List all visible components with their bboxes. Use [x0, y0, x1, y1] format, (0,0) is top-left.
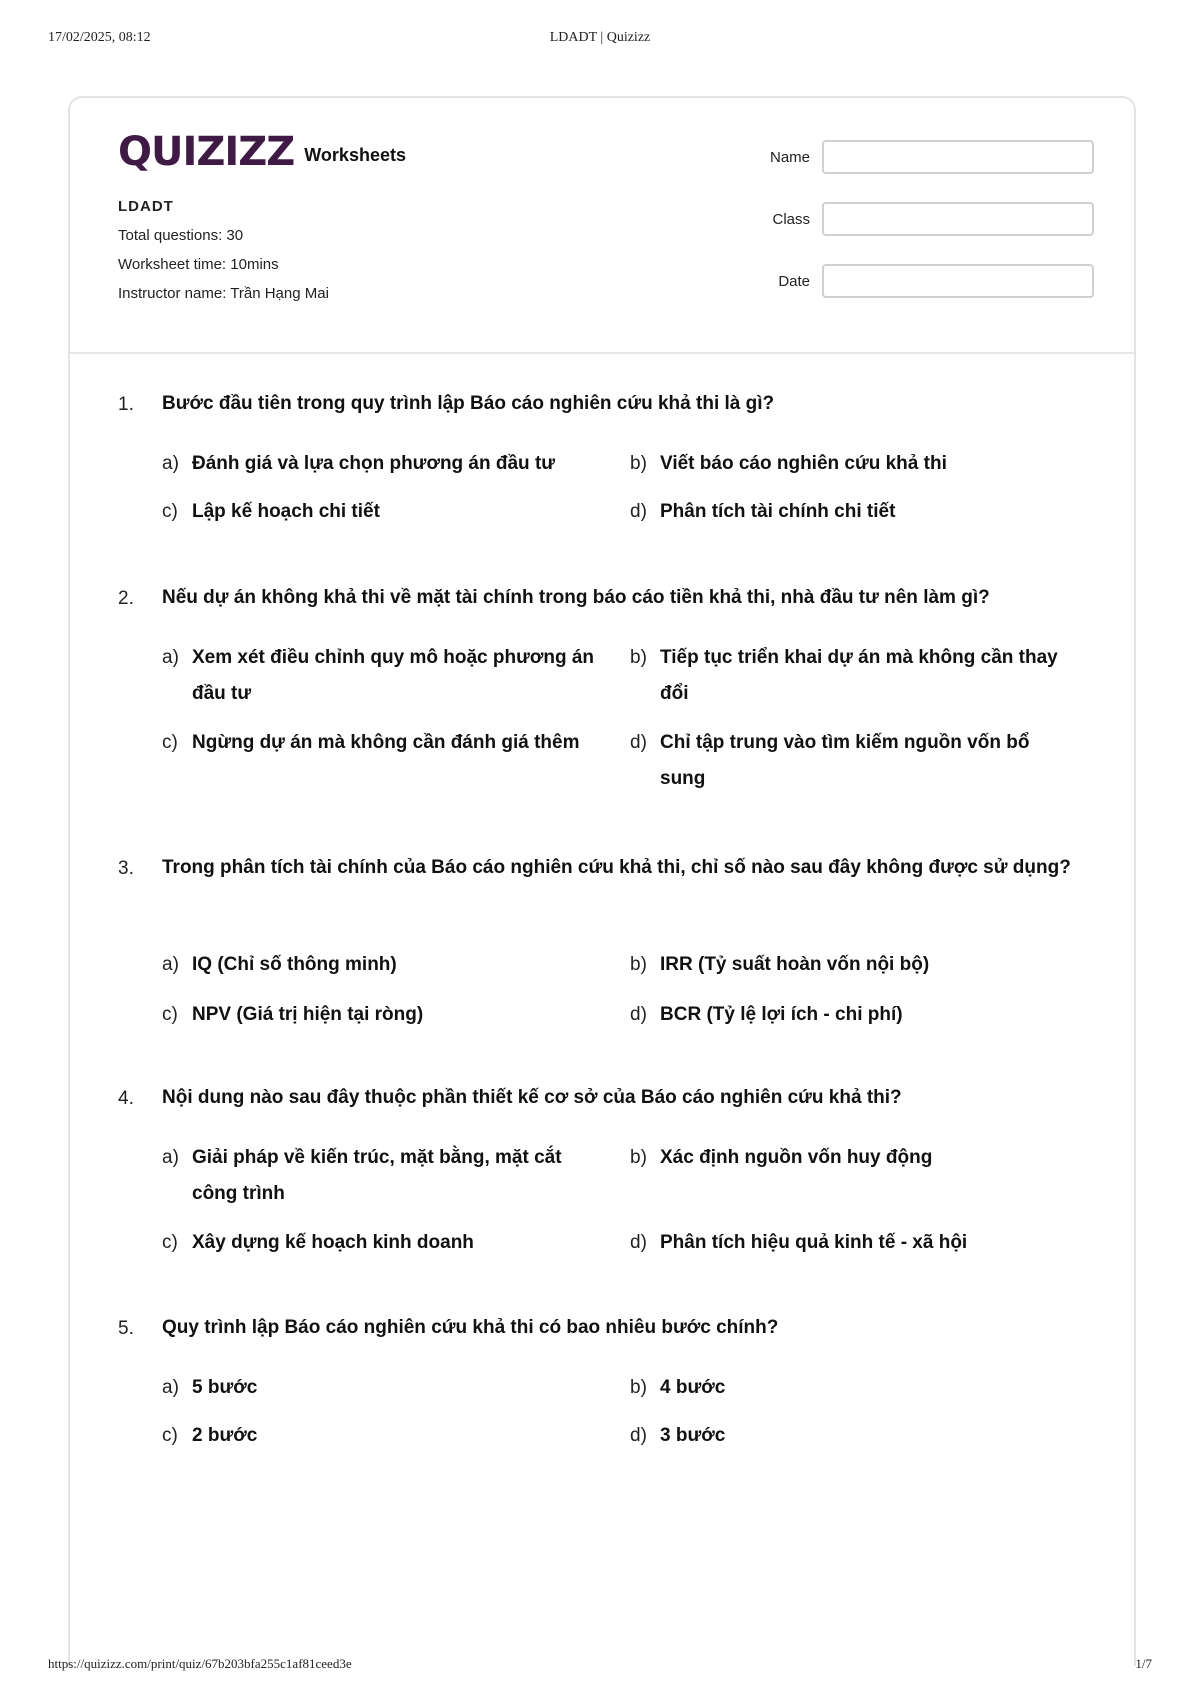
date-field-row	[710, 264, 1090, 300]
question-number: 5.	[118, 1318, 134, 1339]
name-label: Name	[769, 149, 810, 166]
question-number: 4.	[118, 1088, 134, 1109]
option-b[interactable]	[630, 446, 1080, 482]
option-a[interactable]	[162, 640, 612, 712]
option-text: Phân tích tài chính chi tiết	[660, 501, 896, 522]
option-letter: a)	[162, 647, 179, 668]
class-field-row	[710, 202, 1090, 238]
option-b[interactable]	[630, 947, 1080, 983]
date-input[interactable]	[822, 264, 1094, 298]
option-text: Xác định nguồn vốn huy động	[660, 1147, 933, 1168]
question-text: Trong phân tích tài chính của Báo cáo nghiên cứu khả thi, chỉ số nào sau đây không được sử dụng?	[162, 857, 1071, 878]
option-d[interactable]	[630, 1418, 1080, 1454]
question-text: Nếu dự án không khả thi về mặt tài chính trong báo cáo tiền khả thi, nhà đầu tư nên làm gì?	[162, 587, 990, 608]
class-input[interactable]	[822, 202, 1094, 236]
option-a[interactable]	[162, 947, 612, 983]
option-letter: b)	[630, 954, 647, 975]
option-text: IQ (Chỉ số thông minh)	[192, 954, 397, 975]
option-b[interactable]	[630, 640, 1080, 712]
worksheet-meta	[118, 198, 329, 314]
option-letter: a)	[162, 1147, 179, 1168]
page-number: 1/7	[1135, 1656, 1152, 1671]
option-text: Xây dựng kế hoạch kinh doanh	[192, 1232, 474, 1253]
option-text: Phân tích hiệu quả kinh tế - xã hội	[660, 1232, 968, 1253]
option-letter: a)	[162, 1377, 179, 1398]
worksheet-title: LDADT	[118, 198, 174, 215]
option-letter: b)	[630, 1377, 647, 1398]
option-a[interactable]	[162, 1370, 612, 1406]
worksheet-time: Worksheet time: 10mins	[118, 256, 279, 273]
option-b[interactable]	[630, 1370, 1080, 1406]
option-letter: c)	[162, 1232, 178, 1253]
option-text: 5 bước	[192, 1377, 258, 1398]
question-text: Quy trình lập Báo cáo nghiên cứu khả thi có bao nhiêu bước chính?	[162, 1317, 779, 1338]
question-number: 3.	[118, 858, 134, 879]
option-text: Ngừng dự án mà không cần đánh giá thêm	[192, 732, 580, 753]
question-number: 2.	[118, 588, 134, 609]
option-letter: d)	[630, 732, 647, 753]
option-c[interactable]	[162, 997, 612, 1033]
quizizz-logo	[118, 129, 406, 175]
option-letter: c)	[162, 1425, 178, 1446]
option-text: Đánh giá và lựa chọn phương án đầu tư	[192, 453, 556, 474]
option-text: 2 bước	[192, 1425, 258, 1446]
option-c[interactable]	[162, 725, 612, 761]
option-a[interactable]	[162, 446, 612, 482]
instructor-name: Instructor name: Trần Hạng Mai	[118, 285, 329, 302]
option-d[interactable]	[630, 494, 1080, 530]
option-c[interactable]	[162, 494, 612, 530]
option-text: Giải pháp về kiến trúc, mặt bằng, mặt cắt công trình	[192, 1147, 562, 1204]
option-b[interactable]	[630, 1140, 1080, 1176]
option-letter: a)	[162, 954, 179, 975]
option-d[interactable]	[630, 725, 1080, 797]
option-letter: d)	[630, 1425, 647, 1446]
option-letter: d)	[630, 1232, 647, 1253]
option-text: 4 bước	[660, 1377, 726, 1398]
print-title: LDADT | Quizizz	[549, 30, 651, 45]
option-letter: c)	[162, 1004, 178, 1025]
name-field-row	[710, 140, 1090, 176]
option-letter: a)	[162, 453, 179, 474]
option-text: 3 bước	[660, 1425, 726, 1446]
worksheet-card	[68, 96, 1136, 1666]
option-d[interactable]	[630, 997, 1080, 1033]
worksheet-header	[70, 98, 1134, 354]
option-text: Xem xét điều chỉnh quy mô hoặc phương án đầu tư	[192, 647, 595, 704]
option-letter: d)	[630, 501, 647, 522]
option-letter: c)	[162, 501, 178, 522]
option-letter: d)	[630, 1004, 647, 1025]
option-text: BCR (Tỷ lệ lợi ích - chi phí)	[660, 1004, 903, 1025]
option-text: NPV (Giá trị hiện tại ròng)	[192, 1004, 424, 1025]
option-c[interactable]	[162, 1418, 612, 1454]
option-text: Tiếp tục triển khai dự án mà không cần thay đổi	[660, 647, 1058, 704]
option-a[interactable]	[162, 1140, 612, 1212]
option-d[interactable]	[630, 1225, 1080, 1261]
option-text: IRR (Tỷ suất hoàn vốn nội bộ)	[660, 954, 930, 975]
class-label: Class	[772, 211, 810, 228]
date-label: Date	[778, 273, 810, 290]
option-text: Chỉ tập trung vào tìm kiếm nguồn vốn bổ sung	[660, 732, 1030, 789]
option-letter: b)	[630, 453, 647, 474]
option-text: Viết báo cáo nghiên cứu khả thi	[660, 453, 947, 474]
logo-wordmark: QUIZIZZ	[118, 129, 295, 175]
question-text: Bước đầu tiên trong quy trình lập Báo cáo nghiên cứu khả thi là gì?	[162, 393, 775, 414]
option-c[interactable]	[162, 1225, 612, 1261]
logo-subtitle: Worksheets	[304, 145, 406, 165]
option-letter: c)	[162, 732, 178, 753]
option-letter: b)	[630, 647, 647, 668]
question-text: Nội dung nào sau đây thuộc phần thiết kế cơ sở của Báo cáo nghiên cứu khả thi?	[162, 1087, 902, 1108]
question-number: 1.	[118, 394, 134, 415]
print-url: https://quizizz.com/print/quiz/67b203bfa255c1af81ceed3e	[48, 1656, 352, 1671]
option-text: Lập kế hoạch chi tiết	[192, 501, 380, 522]
print-timestamp: 17/02/2025, 08:12	[48, 30, 151, 45]
option-letter: b)	[630, 1147, 647, 1168]
total-questions: Total questions: 30	[118, 227, 244, 244]
name-input[interactable]	[822, 140, 1094, 174]
